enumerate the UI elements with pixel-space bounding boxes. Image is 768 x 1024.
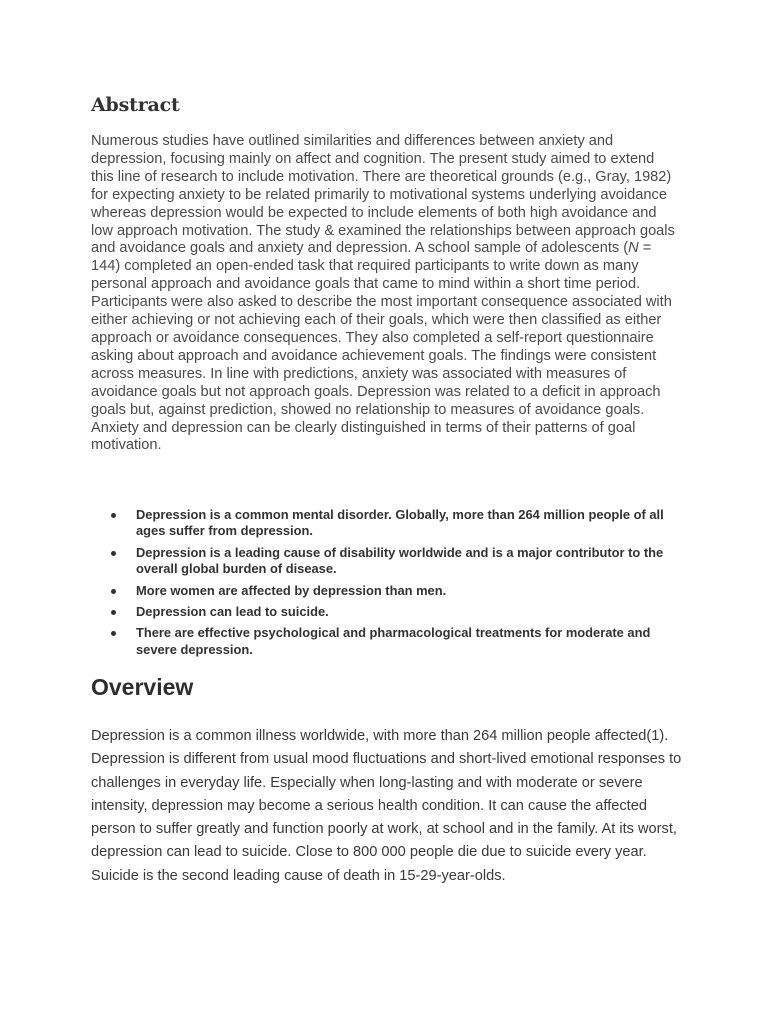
list-item bbox=[109, 583, 691, 599]
list-item bbox=[109, 545, 691, 578]
key-fact-text: Depression is a leading cause of disability worldwide and is a major contributor to the overall global burden of disease. bbox=[136, 544, 664, 577]
bullet-icon bbox=[111, 631, 116, 636]
bullet-icon bbox=[111, 513, 116, 518]
abstract-heading: Abstract bbox=[91, 94, 180, 116]
abstract-text-part-2: = 144) completed an open-ended task that required participants to write down as many personal approach and avoidance goals that came to mind within a short time period. Participants were also asked to describe the most important consequence associated with either achieving or not achieving each of their goals, which were then classified as either approach or avoidance consequences. They also completed a self-report questionnaire asking about approach and avoidance achievement goals. The findings were consistent across measures. In line with predictions, anxiety was associated with measures of avoidance goals but not approach goals. Depression was related to a deficit in approach goals but, against prediction, showed no relationship to measures of avoidance goals. Anxiety and depression can be clearly distinguished in terms of their patterns of goal motivation. bbox=[91, 240, 672, 454]
list-item bbox=[109, 604, 691, 620]
overview-paragraph: Depression is a common illness worldwide, with more than 264 million people affected(1). Depression is different from usual mood fluctuations and short-lived emotional responses to challenges in everyday life. Especially when long-lasting and with moderate or severe intensity, depression may become a serious health condition. It can cause the affected person to suffer greatly and function poorly at work, at school and in the family. At its worst, depression can lead to suicide. Close to 800 000 people die due to suicide every year. Suicide is the second leading cause of death in 15-29-year-olds. bbox=[91, 728, 682, 884]
abstract-text-part-1: Numerous studies have outlined similarities and differences between anxiety and depression, focusing mainly on affect and cognition. The present study aimed to extend this line of research to include motivation. There are theoretical grounds (e.g., Gray, 1982) for expecting anxiety to be related primarily to motivational systems underlying avoidance whereas depression would be expected to include elements of both high avoidance and low approach motivation. The study & examined the relationships between approach goals and avoidance goals and anxiety and depression. A school sample of adolescents ( bbox=[91, 133, 675, 257]
list-item bbox=[109, 507, 691, 540]
key-fact-text: There are effective psychological and pharmacological treatments for moderate and severe depression. bbox=[136, 625, 651, 657]
bullet-icon bbox=[111, 610, 116, 615]
key-fact-text: Depression can lead to suicide. bbox=[136, 604, 329, 620]
bullet-icon bbox=[111, 551, 116, 556]
key-facts-list bbox=[109, 507, 691, 663]
bullet-icon bbox=[111, 589, 116, 594]
overview-heading: Overview bbox=[91, 674, 194, 700]
key-fact-text: More women are affected by depression than men. bbox=[136, 582, 447, 598]
list-item bbox=[109, 625, 691, 658]
key-fact-text: Depression is a common mental disorder. Globally, more than 264 million people of all ages suffer from depression. bbox=[136, 507, 664, 539]
sample-size-symbol: N bbox=[628, 240, 639, 257]
abstract-paragraph bbox=[91, 133, 681, 455]
